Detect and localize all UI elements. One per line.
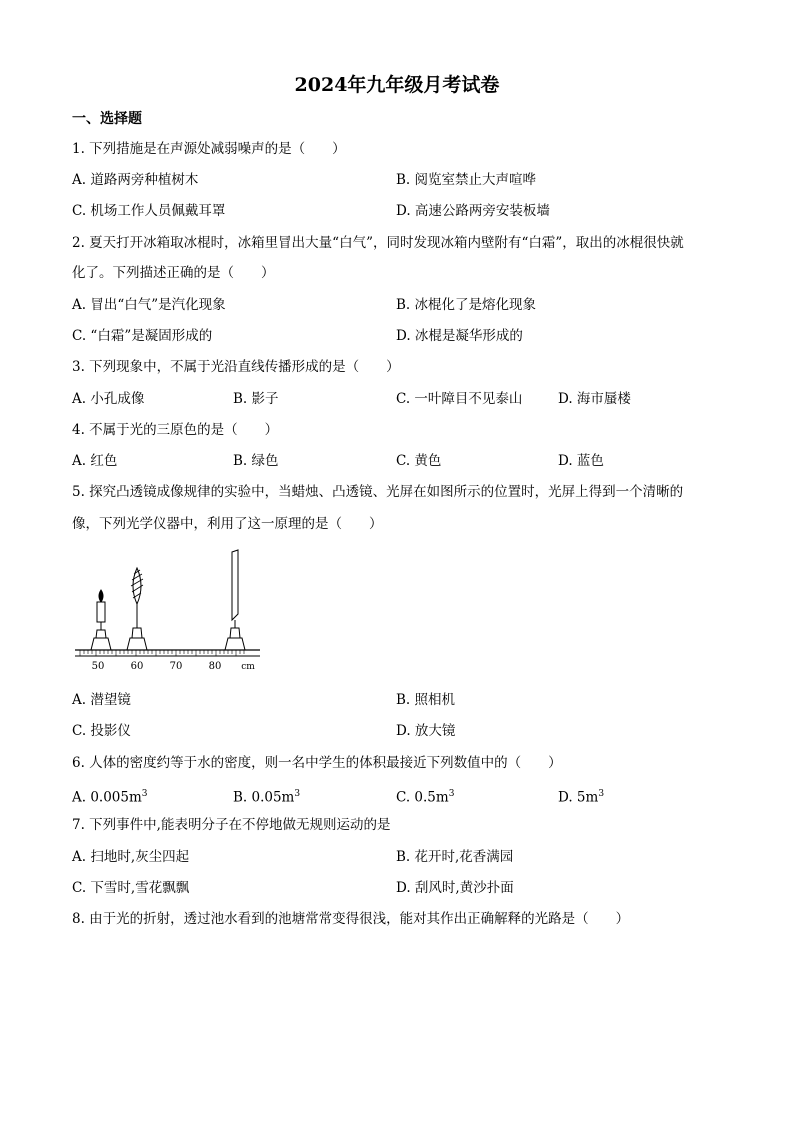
q3-option-a: A. 小孔成像	[72, 391, 145, 407]
q1-option-a: A. 道路两旁种植树木	[72, 172, 199, 188]
question-3: 3. 下列现象中，不属于光沿直线传播形成的是（ ）	[72, 359, 400, 375]
question-1: 1. 下列措施是在声源处减弱噪声的是（ ）	[72, 141, 346, 157]
question-5-line-2: 像，下列光学仪器中，利用了这一原理的是（ ）	[72, 516, 383, 532]
q4-option-d: D. 蓝色	[558, 453, 604, 469]
q7-option-b: B. 花开时,花香满园	[396, 849, 514, 865]
q5-option-c: C. 投影仪	[72, 723, 131, 739]
lens-experiment-figure	[70, 548, 270, 674]
q4-option-b: B. 绿色	[233, 453, 279, 469]
q7-option-a: A. 扫地时,灰尘四起	[72, 849, 190, 865]
q2-option-d: D. 冰棍是凝华形成的	[396, 328, 523, 344]
tick-label-50: 50	[91, 661, 105, 672]
question-6: 6. 人体的密度约等于水的密度，则一名中学生的体积最接近下列数值中的（ ）	[72, 755, 562, 771]
q4-option-c: C. 黄色	[396, 453, 442, 469]
q6-option-a	[72, 785, 148, 807]
q7-option-c: C. 下雪时,雪花飘飘	[72, 880, 190, 896]
q6-option-d-exponent: 3	[598, 789, 605, 799]
candle	[91, 590, 111, 650]
q6-option-c-exponent: 3	[448, 789, 455, 799]
q6-option-d-text: D. 5m	[558, 789, 599, 806]
tick-label-70: 70	[169, 661, 183, 672]
q2-option-c: C. “白霜”是凝固形成的	[72, 328, 213, 344]
q2-option-a: A. 冒出“白气”是汽化现象	[72, 297, 226, 313]
q3-option-c: C. 一叶障目不见泰山	[396, 391, 523, 407]
q6-option-a-text: A. 0.005m	[72, 789, 142, 806]
q5-option-b: B. 照相机	[396, 692, 456, 708]
question-4: 4. 不属于光的三原色的是（ ）	[72, 422, 279, 438]
tick-label-80: 80	[208, 661, 222, 672]
q1-option-d: D. 高速公路两旁安装板墙	[396, 203, 550, 219]
q4-option-a: A. 红色	[72, 453, 118, 469]
q1-option-c: C. 机场工作人员佩戴耳罩	[72, 203, 226, 219]
ruler-ticks	[80, 650, 244, 656]
q6-option-b	[233, 785, 300, 807]
q5-option-a: A. 潜望镜	[72, 692, 131, 708]
q6-option-b-exponent: 3	[294, 789, 301, 799]
question-5-line-1: 5. 探究凸透镜成像规律的实验中，当蜡烛、凸透镜、光屏在如图所示的位置时，光屏上得到一个清晰的	[72, 484, 684, 500]
question-2-line-1: 2. 夏天打开冰箱取冰棍时，冰箱里冒出大量“白气”，同时发现冰箱内壁附有“白霜”，取出的冰棍很快就	[72, 235, 684, 251]
q7-option-d: D. 刮风时,黄沙扑面	[396, 880, 514, 896]
q6-option-d	[558, 785, 604, 807]
unit-label: cm	[241, 662, 255, 672]
q2-option-b: B. 冰棍化了是熔化现象	[396, 297, 537, 313]
page-title: 2024年九年级月考试卷	[294, 74, 500, 96]
q1-option-b: B. 阅览室禁止大声喧哗	[396, 172, 537, 188]
question-7: 7. 下列事件中,能表明分子在不停地做无规则运动的是	[72, 817, 391, 833]
q6-option-c	[396, 785, 454, 807]
q5-option-d: D. 放大镜	[396, 723, 456, 739]
q6-option-a-exponent: 3	[141, 789, 148, 799]
section-heading: 一、选择题	[72, 111, 142, 127]
light-screen	[225, 550, 245, 650]
question-8: 8. 由于光的折射，透过池水看到的池塘常常变得很浅，能对其作出正确解释的光路是（ ）	[72, 911, 630, 927]
q3-option-b: B. 影子	[233, 391, 279, 407]
tick-label-60: 60	[130, 661, 144, 672]
q6-option-b-text: B. 0.05m	[233, 789, 295, 806]
q6-option-c-text: C. 0.5m	[396, 789, 449, 806]
question-2-line-2: 化了。下列描述正确的是（ ）	[72, 265, 275, 281]
convex-lens	[127, 568, 147, 650]
q3-option-d: D. 海市蜃楼	[558, 391, 631, 407]
